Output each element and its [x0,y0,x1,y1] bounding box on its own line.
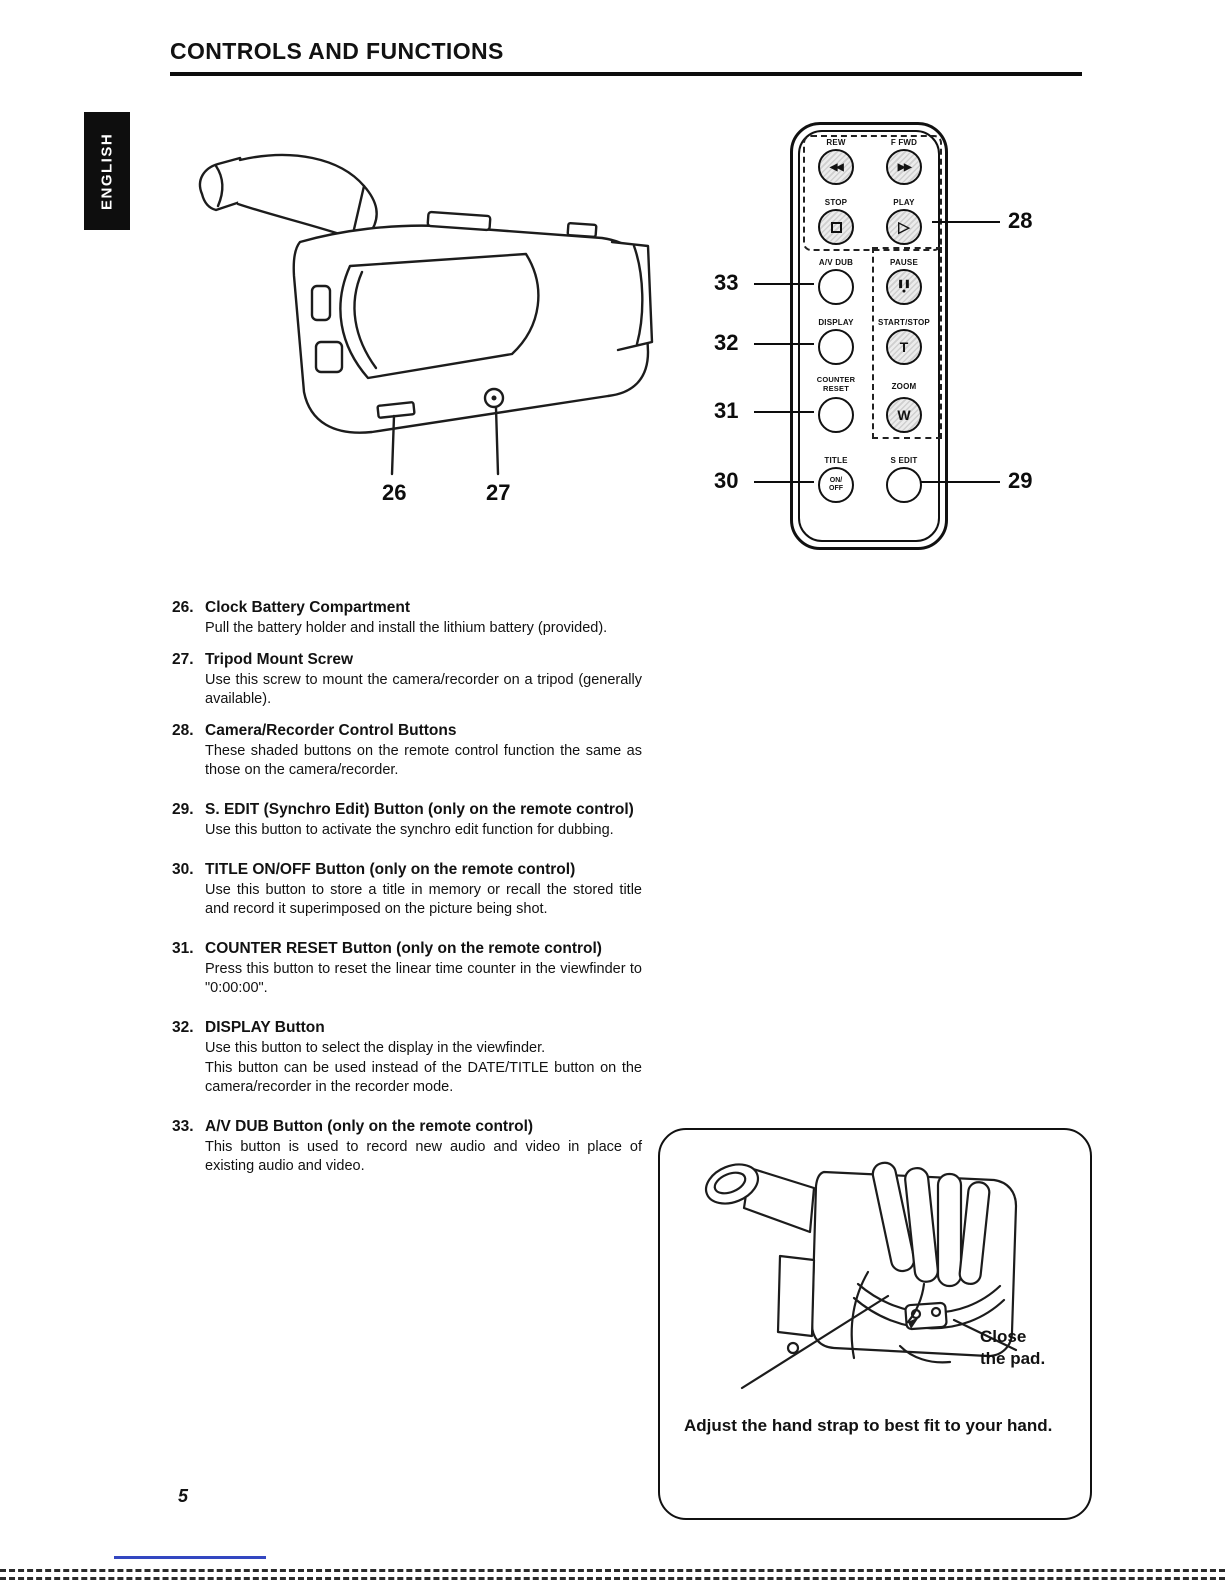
ffwd-button [886,149,922,185]
title-label: TITLE [824,456,848,465]
section-body: Use this button to store a title in memory or recall the stored title and record it superimposed on the picture being shot. [205,882,642,917]
display-label: DISPLAY [818,318,854,327]
hand-strap-box [658,1128,1092,1520]
section-title: Clock Battery Compartment [205,599,410,616]
section-number: 27. [172,651,194,668]
section-31 [172,939,642,998]
avdub-label: A/V DUB [818,258,854,267]
section-28 [172,721,642,780]
descriptions [172,598,642,1188]
callout-line-31 [754,411,814,413]
scan-artifact-dashed-line-2 [0,1577,1225,1580]
section-number: 30. [172,861,194,878]
callout-line-28 [932,221,1000,223]
callout-27: 27 [486,480,511,505]
callout-32: 32 [714,330,739,355]
play-label: PLAY [893,198,915,207]
camcorder-figure [182,146,654,478]
rewind-icon: ◀◀ [829,161,843,173]
section-number: 31. [172,940,194,957]
page-title: CONTROLS AND FUNCTIONS [170,38,504,64]
stop-button [818,209,854,245]
scan-artifact-dashed-line-1 [0,1569,1225,1572]
section-body: This button is used to record new audio and video in place of existing audio and video. [205,1139,642,1174]
zoom-wide-button [886,397,922,433]
remote-inner-outline [798,130,940,542]
callout-line-30 [754,481,814,483]
remote-control-figure [790,122,948,550]
section-body: Use this screw to mount the camera/recorder on a tripod (generally available). [205,672,642,707]
section-number: 28. [172,722,194,739]
callout-31: 31 [714,398,739,423]
zoom-wide-icon: W [897,407,911,423]
section-26 [172,598,642,638]
close-pad-line1: Close [980,1327,1027,1346]
title-onoff-text-line1: ON/ [829,477,843,484]
callout-26: 26 [382,480,407,505]
section-title: DISPLAY Button [205,1019,325,1036]
section-29 [172,800,642,840]
section-number: 29. [172,801,194,818]
stop-icon [831,222,842,233]
section-30 [172,860,642,919]
pause-button [886,269,922,305]
close-pad-label [980,1326,1045,1370]
section-body: These shaded buttons on the remote control function the same as those on the camera/recorder. [205,743,642,778]
startstop-label: START/STOP [878,318,930,327]
rew-button [818,149,854,185]
section-title: A/V DUB Button (only on the remote control) [205,1118,534,1135]
avdub-button [818,269,854,305]
section-body-2: This button can be used instead of the DATE/TITLE button on the camera/recorder in the recorder mode. [205,1060,642,1095]
title-onoff-button [818,467,854,503]
display-button [818,329,854,365]
zoom-label: ZOOM [891,382,917,391]
section-body: Press this button to reset the linear time counter in the viewfinder to "0:00:00". [205,961,642,996]
section-33 [172,1117,642,1176]
counter-reset-button [818,397,854,433]
callout-29: 29 [1008,468,1033,493]
callout-line-33 [754,283,814,285]
sedit-label: S EDIT [890,456,918,465]
startstop-button [886,329,922,365]
title-rule [170,72,1082,76]
callout-line-32 [754,343,814,345]
section-number: 33. [172,1118,194,1135]
ffwd-label: F FWD [890,138,918,147]
section-32 [172,1018,642,1097]
callout-30: 30 [714,468,739,493]
section-title: Camera/Recorder Control Buttons [205,722,457,739]
section-body: Pull the battery holder and install the lithium battery (provided). [205,620,608,636]
callout-28: 28 [1008,208,1033,233]
callout-line-29 [920,481,1000,483]
section-title: TITLE ON/OFF Button (only on the remote control) [205,861,576,878]
counter-reset-label-line2: RESET [822,384,849,393]
scan-artifact-blue-line [114,1556,266,1559]
section-number: 32. [172,1019,194,1036]
play-button [886,209,922,245]
play-icon: ▷ [898,218,910,236]
section-number: 26. [172,599,194,616]
title-onoff-text-line2: OFF [829,485,843,492]
zoom-tele-icon: T [899,339,909,355]
section-body: Use this button to activate the synchro edit function for dubbing. [205,822,614,838]
language-tab: ENGLISH [84,112,130,230]
section-title: Tripod Mount Screw [205,651,354,668]
section-title: COUNTER RESET Button (only on the remote control) [205,940,602,957]
record-dot-icon: ● [901,287,907,295]
page-number: 5 [178,1486,189,1506]
strap-caption: Adjust the hand strap to best fit to your hand. [684,1416,1053,1435]
callout-33: 33 [714,270,739,295]
pause-label: PAUSE [890,258,918,267]
counter-reset-label-line1: COUNTER [816,375,856,384]
rew-label: REW [826,138,846,147]
camcorder-illustration [182,146,654,478]
close-pad-line2: the pad. [980,1349,1046,1368]
fast-forward-icon: ▶▶ [897,161,911,173]
sedit-button [886,467,922,503]
pause-icon: ❚❚ [897,278,911,288]
section-body: Use this button to select the display in the viewfinder. [205,1040,546,1056]
section-27 [172,650,642,709]
stop-label: STOP [824,198,848,207]
section-title: S. EDIT (Synchro Edit) Button (only on the remote control) [205,801,634,818]
